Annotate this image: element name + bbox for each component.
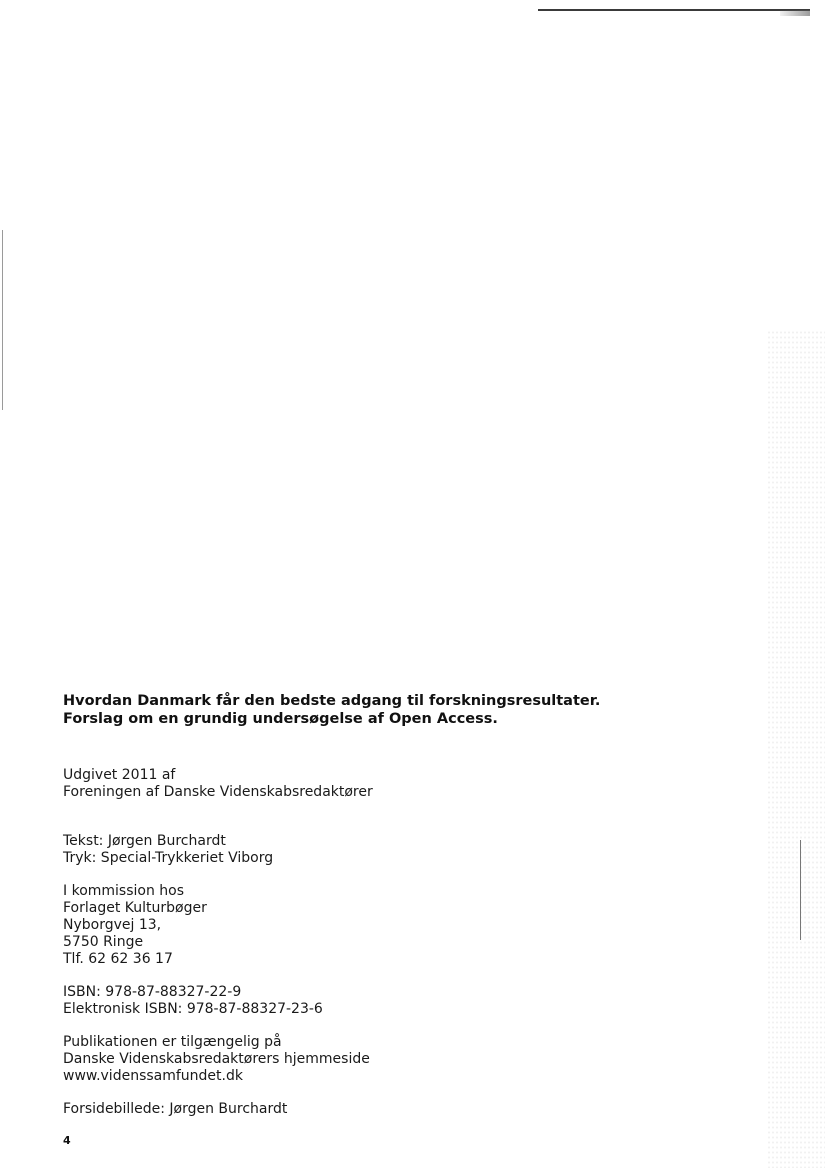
publisher-line-1: Udgivet 2011 af	[63, 767, 176, 783]
isbn-electronic: Elektronisk ISBN: 978-87-88327-23-6	[63, 1001, 323, 1017]
commission-name: Forlaget Kulturbøger	[63, 900, 207, 916]
colophon	[63, 692, 703, 1118]
commission-street: Nyborgvej 13,	[63, 917, 162, 933]
scan-smudge	[780, 10, 810, 16]
cover-credit: Forsidebillede: Jørgen Burchardt	[63, 1101, 288, 1117]
availability-line-2: Danske Videnskabsredaktørers hjemmeside	[63, 1051, 370, 1067]
availability-line-1: Publikationen er tilgængelig på	[63, 1034, 282, 1050]
title-line-1: Hvordan Danmark får den bedste adgang til forskningsresultater.	[63, 693, 601, 709]
commission-intro: I kommission hos	[63, 883, 185, 899]
document-title	[63, 692, 703, 728]
isbn-block	[63, 984, 703, 1018]
title-line-2: Forslag om en grundig undersøgelse af Open Access.	[63, 711, 498, 727]
scan-edge-line	[800, 840, 801, 940]
scan-edge-line	[2, 230, 3, 410]
publisher-line-2: Foreningen af Danske Videnskabsredaktører	[63, 784, 373, 800]
print-credit: Tryk: Special-Trykkeriet Viborg	[63, 850, 274, 866]
scan-edge-line	[538, 9, 810, 11]
commission-phone: Tlf. 62 62 36 17	[63, 951, 173, 967]
credits-block	[63, 833, 703, 867]
commission-block	[63, 883, 703, 968]
scan-noise	[767, 330, 825, 1168]
page-number: 4	[63, 1134, 71, 1147]
commission-city: 5750 Ringe	[63, 934, 144, 950]
cover-credit-block	[63, 1101, 703, 1118]
isbn-print: ISBN: 978-87-88327-22-9	[63, 984, 242, 1000]
publisher-block	[63, 767, 703, 801]
website-url: www.videnssamfundet.dk	[63, 1068, 243, 1084]
availability-block	[63, 1034, 703, 1085]
text-credit: Tekst: Jørgen Burchardt	[63, 833, 226, 849]
